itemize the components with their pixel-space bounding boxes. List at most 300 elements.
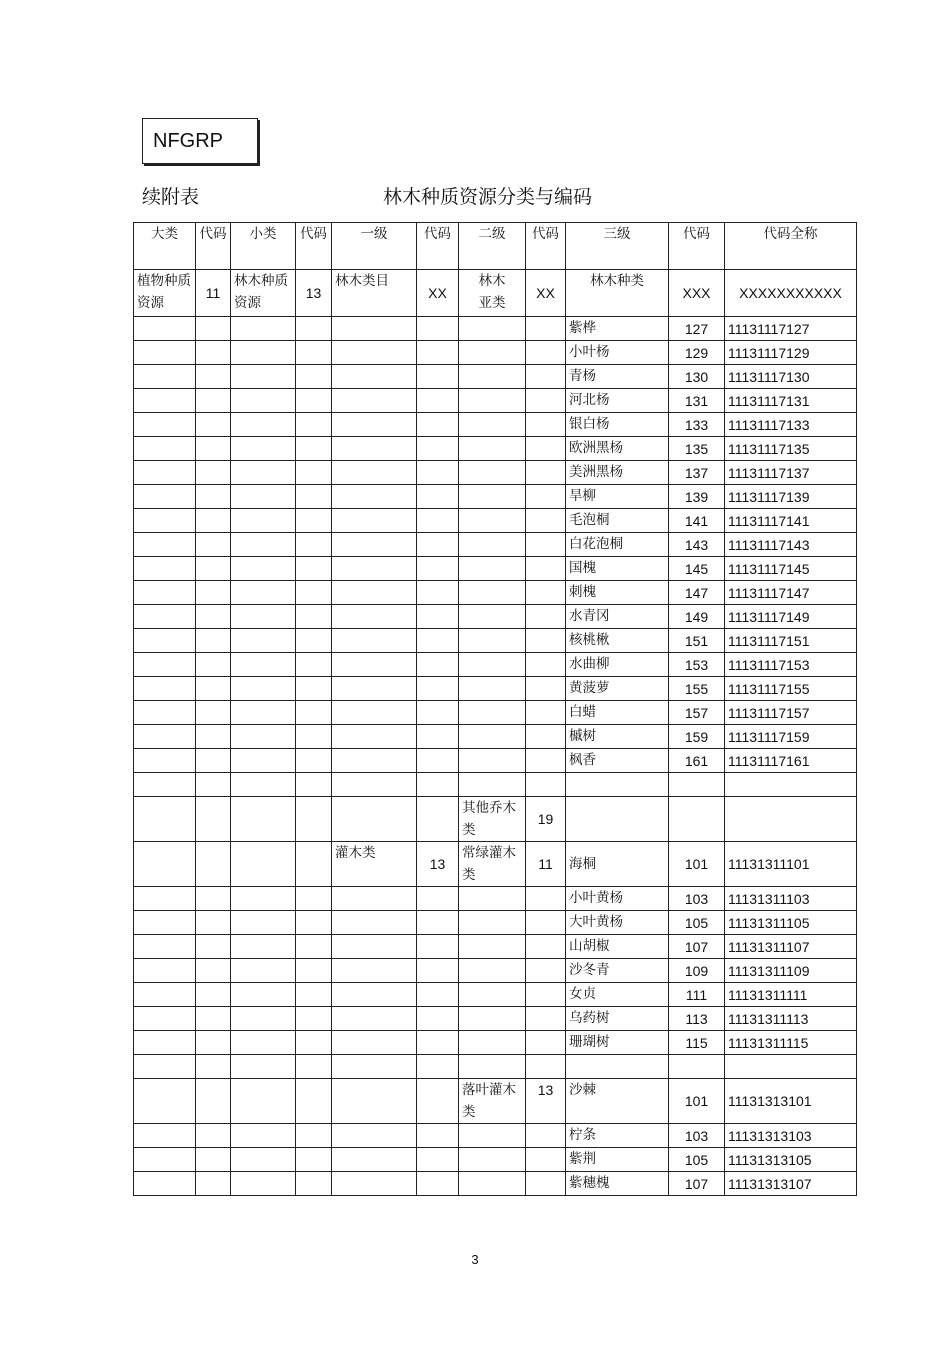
empty-cell <box>196 1031 231 1055</box>
table-cell: 105 <box>669 1148 725 1172</box>
empty-cell <box>296 1172 332 1196</box>
table-cell: 147 <box>669 581 725 605</box>
table-row <box>134 389 857 413</box>
empty-cell <box>417 1007 459 1031</box>
table-row <box>134 1172 857 1196</box>
empty-cell <box>231 725 296 749</box>
table-cell: 130 <box>669 365 725 389</box>
empty-cell <box>669 1055 725 1079</box>
empty-cell <box>134 485 196 509</box>
level-cell: XX <box>417 270 459 317</box>
table-cell: 11131311113 <box>725 1007 857 1031</box>
table-cell: 133 <box>669 413 725 437</box>
empty-cell <box>526 887 566 911</box>
empty-cell <box>196 557 231 581</box>
table-cell: 143 <box>669 533 725 557</box>
table-cell: 13 <box>417 842 459 887</box>
table-cell: 11131117157 <box>725 701 857 725</box>
table-cell: 银白杨 <box>566 413 669 437</box>
empty-cell <box>526 935 566 959</box>
empty-cell <box>459 437 526 461</box>
empty-cell <box>196 911 231 935</box>
table-row <box>134 509 857 533</box>
table-cell: 欧洲黑杨 <box>566 437 669 461</box>
empty-cell <box>231 842 296 887</box>
empty-cell <box>459 887 526 911</box>
table-cell: 女贞 <box>566 983 669 1007</box>
table-cell: 107 <box>669 935 725 959</box>
empty-cell <box>332 461 417 485</box>
empty-cell <box>459 365 526 389</box>
table-cell: 155 <box>669 677 725 701</box>
empty-cell <box>296 509 332 533</box>
empty-cell <box>459 413 526 437</box>
empty-cell <box>296 959 332 983</box>
empty-cell <box>526 959 566 983</box>
empty-cell <box>459 1124 526 1148</box>
table-cell: 落叶灌木类 <box>459 1079 526 1124</box>
empty-cell <box>332 887 417 911</box>
empty-cell <box>669 773 725 797</box>
table-cell: 槭树 <box>566 725 669 749</box>
empty-cell <box>231 533 296 557</box>
empty-cell <box>231 1079 296 1124</box>
header-cell: 代码 <box>296 223 332 270</box>
empty-cell <box>296 935 332 959</box>
empty-cell <box>417 317 459 341</box>
table-cell: 109 <box>669 959 725 983</box>
table-cell: 135 <box>669 437 725 461</box>
table-row <box>134 1031 857 1055</box>
empty-cell <box>417 1148 459 1172</box>
table-row <box>134 842 857 887</box>
table-cell: 紫穗槐 <box>566 1172 669 1196</box>
table-cell: 157 <box>669 701 725 725</box>
empty-cell <box>332 1007 417 1031</box>
empty-cell <box>417 797 459 842</box>
empty-cell <box>417 389 459 413</box>
level-cell: 13 <box>296 270 332 317</box>
table-cell: 乌药树 <box>566 1007 669 1031</box>
level-cell: XX <box>526 270 566 317</box>
table-cell: 131 <box>669 389 725 413</box>
subtitle: 续附表 <box>142 186 200 208</box>
empty-cell <box>332 581 417 605</box>
header-cell: 代码 <box>669 223 725 270</box>
empty-cell <box>231 887 296 911</box>
table-cell: 柠条 <box>566 1124 669 1148</box>
empty-cell <box>459 557 526 581</box>
empty-cell <box>196 653 231 677</box>
table-row <box>134 485 857 509</box>
table-cell: 核桃楸 <box>566 629 669 653</box>
empty-cell <box>526 629 566 653</box>
empty-cell <box>417 485 459 509</box>
empty-cell <box>296 1031 332 1055</box>
empty-cell <box>231 749 296 773</box>
empty-cell <box>296 911 332 935</box>
table-cell: 11131311109 <box>725 959 857 983</box>
empty-cell <box>231 677 296 701</box>
empty-cell <box>417 365 459 389</box>
empty-cell <box>417 581 459 605</box>
empty-cell <box>296 485 332 509</box>
empty-cell <box>196 935 231 959</box>
empty-cell <box>134 842 196 887</box>
empty-cell <box>526 509 566 533</box>
empty-cell <box>296 842 332 887</box>
table-cell: 其他乔木类 <box>459 797 526 842</box>
empty-cell <box>196 749 231 773</box>
empty-cell <box>332 1148 417 1172</box>
empty-cell <box>459 605 526 629</box>
empty-cell <box>332 365 417 389</box>
table-cell: 127 <box>669 317 725 341</box>
empty-cell <box>669 797 725 842</box>
table-cell: 11131117135 <box>725 437 857 461</box>
table-row <box>134 1007 857 1031</box>
table-cell: 113 <box>669 1007 725 1031</box>
empty-cell <box>417 1055 459 1079</box>
empty-cell <box>231 485 296 509</box>
empty-cell <box>134 629 196 653</box>
empty-cell <box>526 341 566 365</box>
table-row <box>134 1148 857 1172</box>
empty-cell <box>417 1079 459 1124</box>
level-cell: XXX <box>669 270 725 317</box>
empty-cell <box>332 1079 417 1124</box>
empty-cell <box>231 317 296 341</box>
empty-cell <box>459 911 526 935</box>
table-cell: 159 <box>669 725 725 749</box>
table-cell: 11131311103 <box>725 887 857 911</box>
table-cell: 小叶黄杨 <box>566 887 669 911</box>
empty-cell <box>196 1124 231 1148</box>
empty-cell <box>296 749 332 773</box>
table-row <box>134 1055 857 1079</box>
table-cell: 11131117155 <box>725 677 857 701</box>
empty-cell <box>296 797 332 842</box>
empty-cell <box>526 461 566 485</box>
table-row <box>134 677 857 701</box>
empty-cell <box>231 605 296 629</box>
empty-cell <box>332 389 417 413</box>
empty-cell <box>296 437 332 461</box>
empty-cell <box>134 605 196 629</box>
table-row <box>134 653 857 677</box>
table-cell: 111 <box>669 983 725 1007</box>
empty-cell <box>296 461 332 485</box>
empty-cell <box>417 461 459 485</box>
empty-cell <box>417 653 459 677</box>
empty-cell <box>134 557 196 581</box>
empty-cell <box>296 773 332 797</box>
table-cell: 小叶杨 <box>566 341 669 365</box>
empty-cell <box>134 533 196 557</box>
table-cell: 11131311105 <box>725 911 857 935</box>
classification-table <box>133 222 857 1196</box>
table-row <box>134 317 857 341</box>
page-number: 3 <box>471 1252 479 1267</box>
empty-cell <box>196 605 231 629</box>
table-row <box>134 983 857 1007</box>
empty-cell <box>134 1031 196 1055</box>
empty-cell <box>296 317 332 341</box>
table-cell: 11131117127 <box>725 317 857 341</box>
table-cell: 11131117131 <box>725 389 857 413</box>
table-cell: 153 <box>669 653 725 677</box>
empty-cell <box>332 317 417 341</box>
empty-cell <box>332 797 417 842</box>
table-cell: 毛泡桐 <box>566 509 669 533</box>
empty-cell <box>231 935 296 959</box>
level-cell: 林木种类 <box>566 270 669 317</box>
table-row <box>134 533 857 557</box>
empty-cell <box>296 365 332 389</box>
level-cell: 林木类目 <box>332 270 417 317</box>
empty-cell <box>134 509 196 533</box>
empty-cell <box>459 749 526 773</box>
empty-cell <box>296 341 332 365</box>
empty-cell <box>296 725 332 749</box>
empty-cell <box>526 557 566 581</box>
table-cell: 11131117137 <box>725 461 857 485</box>
level-cell: 11 <box>196 270 231 317</box>
table-cell: 常绿灌木类 <box>459 842 526 887</box>
empty-cell <box>134 887 196 911</box>
table-cell: 103 <box>669 1124 725 1148</box>
empty-cell <box>332 911 417 935</box>
empty-cell <box>196 797 231 842</box>
empty-cell <box>231 797 296 842</box>
level-row <box>134 270 857 317</box>
empty-cell <box>231 1007 296 1031</box>
empty-cell <box>417 935 459 959</box>
table-cell: 101 <box>669 1079 725 1124</box>
empty-cell <box>296 557 332 581</box>
table-cell: 145 <box>669 557 725 581</box>
table-cell: 149 <box>669 605 725 629</box>
empty-cell <box>231 701 296 725</box>
empty-cell <box>196 341 231 365</box>
empty-cell <box>196 959 231 983</box>
empty-cell <box>459 1055 526 1079</box>
logo-box <box>142 118 258 164</box>
empty-cell <box>459 1172 526 1196</box>
empty-cell <box>417 701 459 725</box>
table-cell: 11131117151 <box>725 629 857 653</box>
table-cell: 枫香 <box>566 749 669 773</box>
empty-cell <box>332 935 417 959</box>
empty-cell <box>296 413 332 437</box>
table-cell: 灌木类 <box>332 842 417 887</box>
empty-cell <box>332 959 417 983</box>
empty-cell <box>134 911 196 935</box>
table-cell: 139 <box>669 485 725 509</box>
table-cell: 青杨 <box>566 365 669 389</box>
table-cell: 11131313107 <box>725 1172 857 1196</box>
table-row <box>134 773 857 797</box>
table-cell: 白蜡 <box>566 701 669 725</box>
empty-cell <box>526 581 566 605</box>
empty-cell <box>134 1172 196 1196</box>
table-cell: 沙冬青 <box>566 959 669 983</box>
empty-cell <box>332 629 417 653</box>
empty-cell <box>417 437 459 461</box>
empty-cell <box>134 365 196 389</box>
table-cell: 紫桦 <box>566 317 669 341</box>
empty-cell <box>134 1007 196 1031</box>
empty-cell <box>526 677 566 701</box>
empty-cell <box>134 341 196 365</box>
empty-cell <box>459 725 526 749</box>
empty-cell <box>134 437 196 461</box>
table-row <box>134 887 857 911</box>
level-cell: 植物种质资源 <box>134 270 196 317</box>
empty-cell <box>296 629 332 653</box>
empty-cell <box>526 1124 566 1148</box>
page-title: 林木种质资源分类与编码 <box>383 186 593 208</box>
empty-cell <box>417 413 459 437</box>
table-cell: 11131117161 <box>725 749 857 773</box>
empty-cell <box>459 1148 526 1172</box>
empty-cell <box>296 1007 332 1031</box>
table-row <box>134 581 857 605</box>
table-cell: 151 <box>669 629 725 653</box>
empty-cell <box>526 701 566 725</box>
table-cell: 11131117149 <box>725 605 857 629</box>
header-cell: 三级 <box>566 223 669 270</box>
empty-cell <box>134 1079 196 1124</box>
empty-cell <box>196 677 231 701</box>
empty-cell <box>417 1031 459 1055</box>
table-cell: 11131311101 <box>725 842 857 887</box>
empty-cell <box>332 773 417 797</box>
table-row <box>134 1124 857 1148</box>
empty-cell <box>526 317 566 341</box>
empty-cell <box>417 749 459 773</box>
empty-cell <box>231 557 296 581</box>
empty-cell <box>526 413 566 437</box>
empty-cell <box>417 677 459 701</box>
header-cell: 二级 <box>459 223 526 270</box>
empty-cell <box>231 437 296 461</box>
level-cell: 林木种质资源 <box>231 270 296 317</box>
empty-cell <box>459 701 526 725</box>
table-row <box>134 605 857 629</box>
empty-cell <box>526 725 566 749</box>
table-row <box>134 461 857 485</box>
table-cell: 19 <box>526 797 566 842</box>
table-cell: 161 <box>669 749 725 773</box>
empty-cell <box>196 485 231 509</box>
empty-cell <box>417 725 459 749</box>
table-cell: 11131311111 <box>725 983 857 1007</box>
table-row <box>134 557 857 581</box>
empty-cell <box>134 317 196 341</box>
empty-cell <box>134 749 196 773</box>
empty-cell <box>566 773 669 797</box>
empty-cell <box>526 389 566 413</box>
empty-cell <box>332 749 417 773</box>
table-cell: 11131117129 <box>725 341 857 365</box>
table-row <box>134 935 857 959</box>
empty-cell <box>196 983 231 1007</box>
empty-cell <box>332 533 417 557</box>
empty-cell <box>134 581 196 605</box>
empty-cell <box>332 653 417 677</box>
header-cell: 小类 <box>231 223 296 270</box>
table-cell: 129 <box>669 341 725 365</box>
empty-cell <box>459 461 526 485</box>
empty-cell <box>231 341 296 365</box>
empty-cell <box>526 1007 566 1031</box>
empty-cell <box>231 1124 296 1148</box>
empty-cell <box>459 629 526 653</box>
empty-cell <box>459 341 526 365</box>
empty-cell <box>134 1055 196 1079</box>
empty-cell <box>196 1007 231 1031</box>
empty-cell <box>231 959 296 983</box>
table-row <box>134 437 857 461</box>
empty-cell <box>332 557 417 581</box>
empty-cell <box>526 749 566 773</box>
level-cell: XXXXXXXXXXX <box>725 270 857 317</box>
empty-cell <box>526 533 566 557</box>
table-cell: 河北杨 <box>566 389 669 413</box>
empty-cell <box>134 797 196 842</box>
table-cell: 11 <box>526 842 566 887</box>
empty-cell <box>196 365 231 389</box>
table-cell: 103 <box>669 887 725 911</box>
level-cell: 林木亚类 <box>459 270 526 317</box>
table-row <box>134 725 857 749</box>
table-row <box>134 959 857 983</box>
empty-cell <box>459 983 526 1007</box>
empty-cell <box>417 605 459 629</box>
table-row <box>134 413 857 437</box>
table-cell: 11131313105 <box>725 1148 857 1172</box>
empty-cell <box>417 557 459 581</box>
table-cell: 海桐 <box>566 842 669 887</box>
empty-cell <box>231 1031 296 1055</box>
table-row <box>134 701 857 725</box>
empty-cell <box>231 509 296 533</box>
table-cell: 沙棘 <box>566 1079 669 1124</box>
table-row <box>134 911 857 935</box>
table-cell: 107 <box>669 1172 725 1196</box>
empty-cell <box>196 887 231 911</box>
empty-cell <box>566 797 669 842</box>
empty-cell <box>526 1031 566 1055</box>
empty-cell <box>526 485 566 509</box>
empty-cell <box>526 1055 566 1079</box>
empty-cell <box>332 1172 417 1196</box>
empty-cell <box>459 389 526 413</box>
empty-cell <box>417 1172 459 1196</box>
empty-cell <box>332 485 417 509</box>
empty-cell <box>417 773 459 797</box>
empty-cell <box>196 1055 231 1079</box>
empty-cell <box>296 581 332 605</box>
empty-cell <box>526 1148 566 1172</box>
empty-cell <box>566 1055 669 1079</box>
empty-cell <box>526 437 566 461</box>
empty-cell <box>459 1031 526 1055</box>
empty-cell <box>526 605 566 629</box>
empty-cell <box>332 509 417 533</box>
empty-cell <box>459 317 526 341</box>
